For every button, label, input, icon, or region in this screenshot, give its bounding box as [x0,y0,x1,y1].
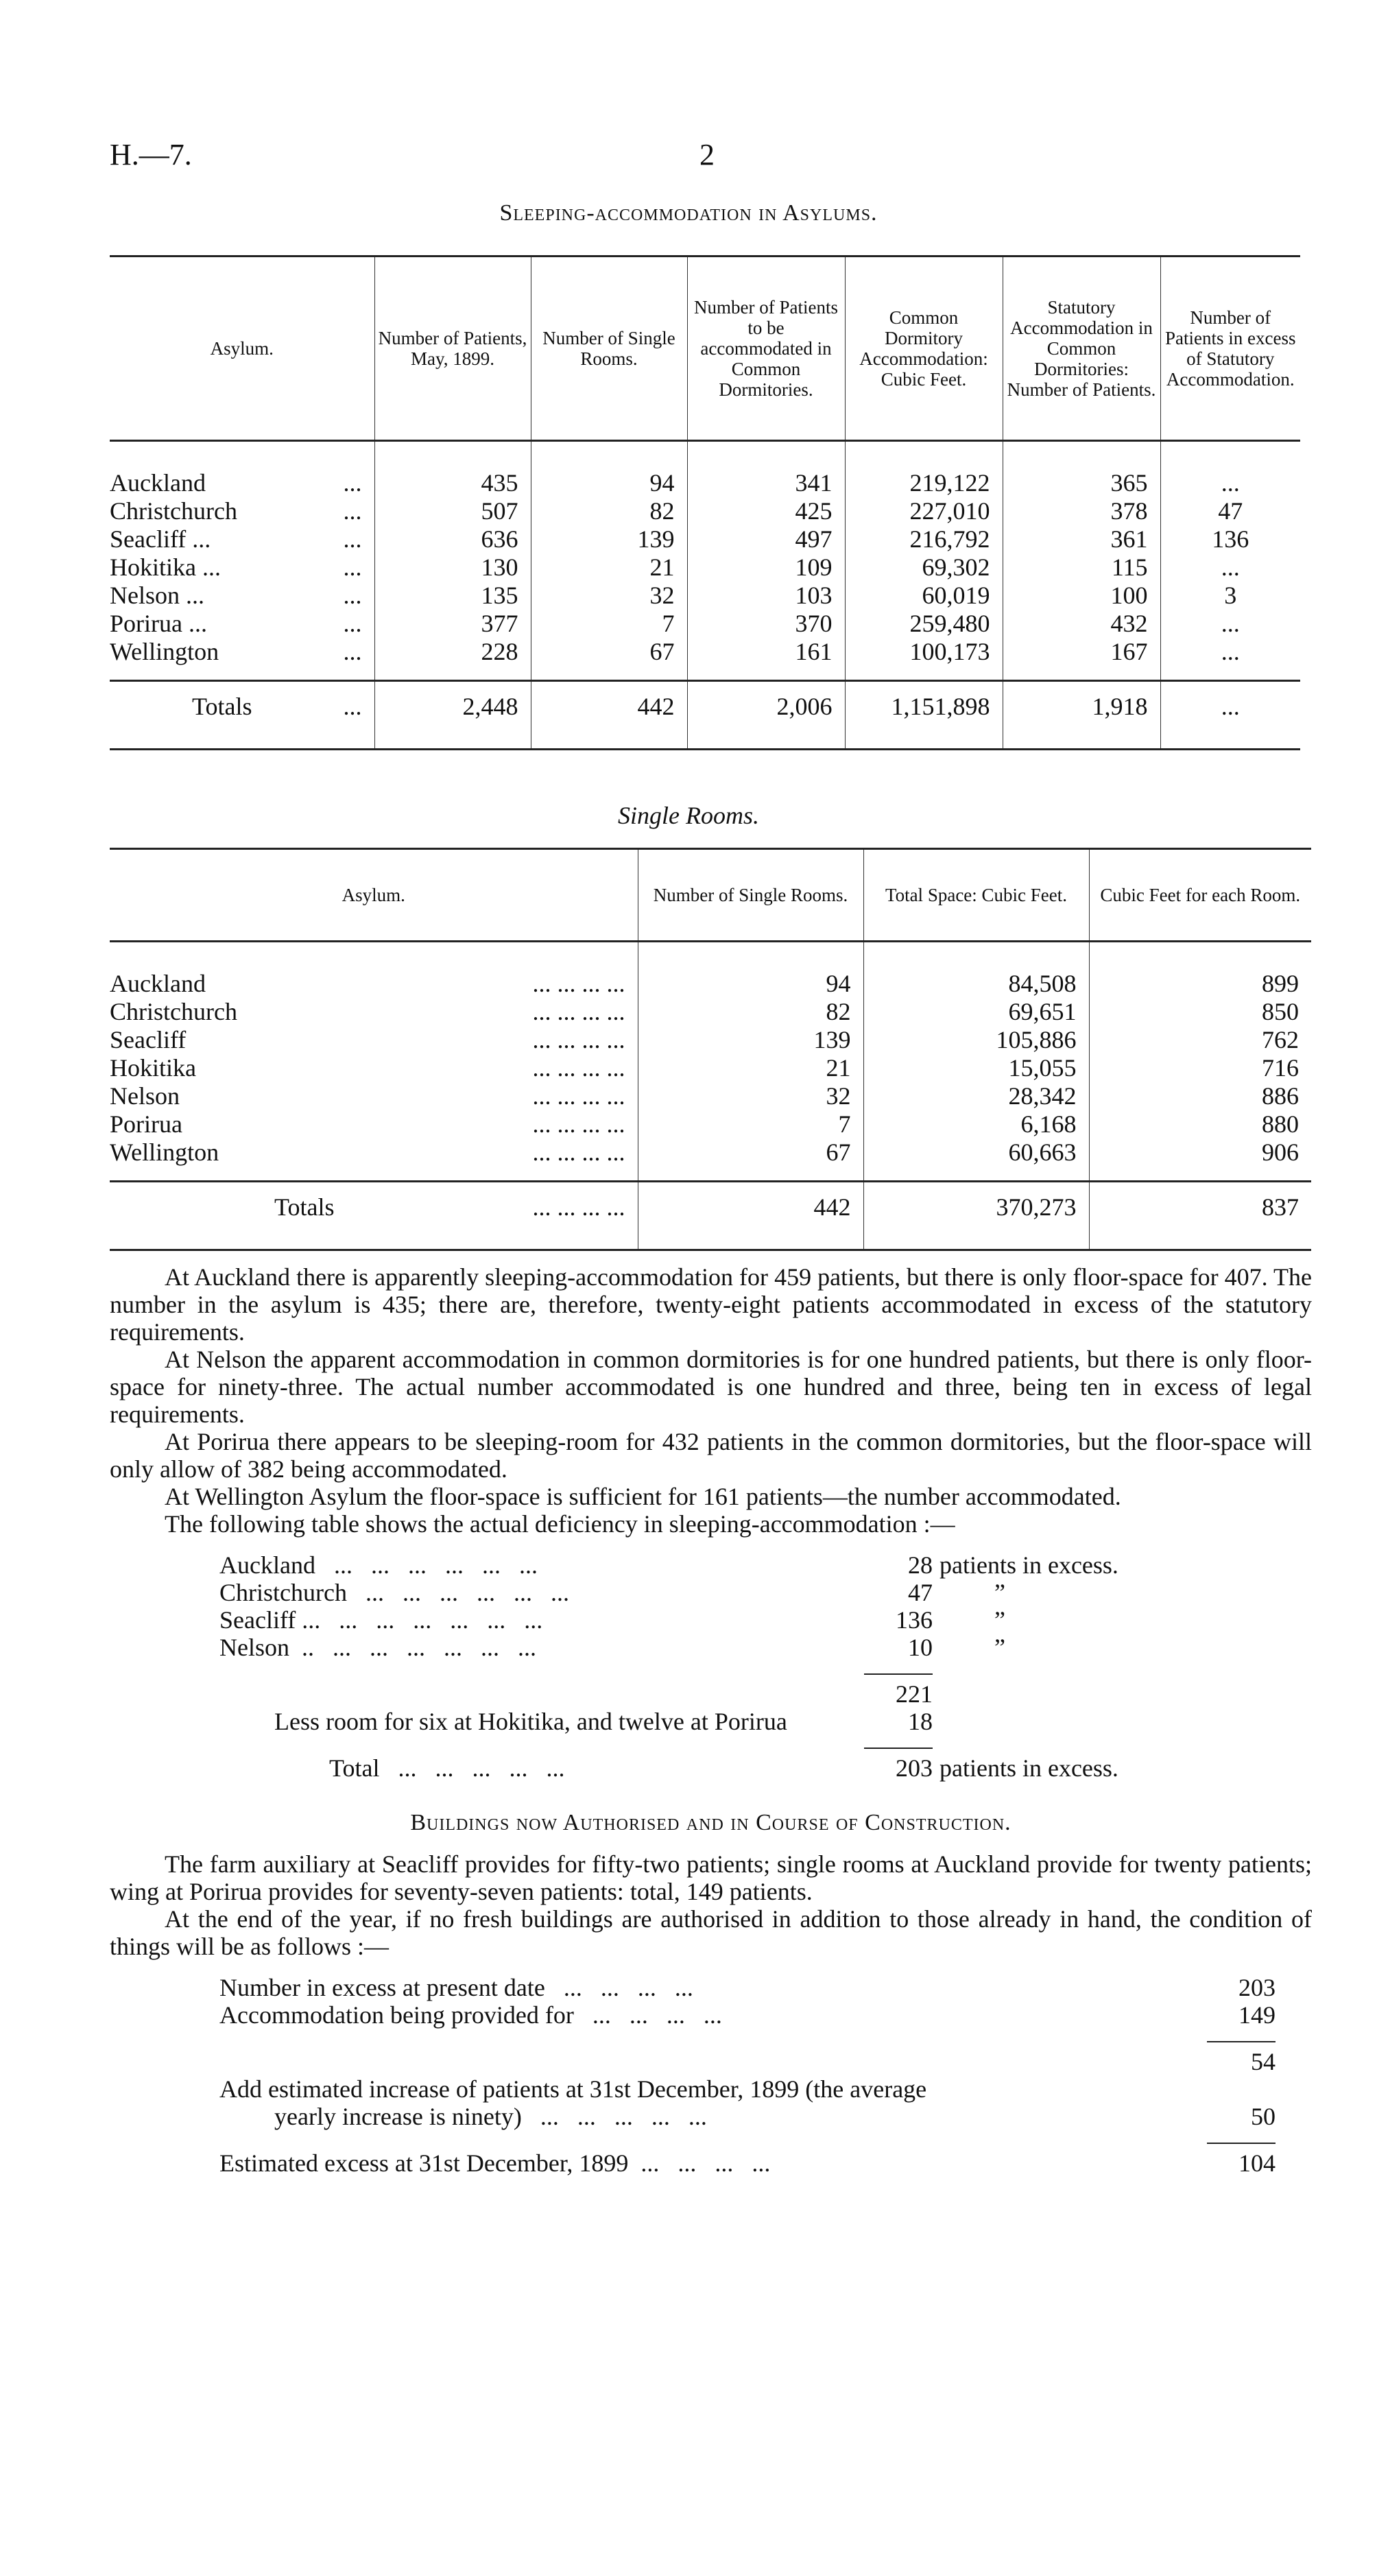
single-rooms-table [110,848,1311,1251]
leader-dots: ... [343,497,362,525]
table-cell [638,998,863,1026]
totals-label: Totals [274,1193,335,1221]
asylum-name: Porirua ... [110,610,207,637]
cell-value: 67 [826,1138,851,1166]
cell-value: 7 [662,610,675,637]
cell-value: 886 [1262,1082,1299,1110]
asylum-name: Auckland [110,970,206,997]
column-header: Asylum. [210,338,274,359]
total-suffix: patients in excess. [939,1754,1118,1782]
cell-value: 762 [1262,1026,1299,1053]
cell-value: 377 [481,610,518,637]
table-cell [1160,610,1300,638]
column-header: Total Space: Cubic Feet. [863,849,1089,942]
table-cell [1003,441,1160,498]
cell-value: 21 [649,553,675,581]
cell-value: 227,010 [909,497,990,525]
document-reference: H.—7. [110,138,192,171]
cell-value: 32 [649,582,675,609]
column-header: Number of Single Rooms. [531,257,687,441]
table-cell [110,441,374,498]
row-value: 10 [908,1634,933,1661]
column-header: Number of Patients to be accommodated in Common Dormitories. [687,257,845,441]
table-cell [638,1026,863,1054]
totals-cell [1160,681,1300,750]
table-cell [531,525,687,553]
table-cell [1089,942,1311,999]
leader-dots: ... [343,638,362,665]
table-cell [110,582,374,610]
table-cell [1003,553,1160,582]
cell-value: 259,480 [909,610,990,637]
leader-dots: ... [343,469,362,497]
row-suffix: ” [994,1579,1005,1606]
table-cell [638,1110,863,1138]
cell-value: 341 [795,469,833,497]
cell-value: 435 [481,469,518,497]
totals-cell [863,1182,1089,1250]
cell-value: 103 [795,582,833,609]
column-header: Cubic Feet for each Room. [1089,849,1311,942]
add-label-cont: yearly increase is ninety) ... ... ... ... ... [274,2103,707,2130]
column-header: Statutory Accommodation in Common Dormitories: Number of Patients. [1003,257,1160,441]
paragraph: The following table shows the actual deficiency in sleeping-accommodation :— [165,1510,955,1538]
table-cell [1160,525,1300,553]
column-header: Number of Patients, May, 1899. [374,257,531,441]
leader-dots: ... ... ... ... [532,1082,625,1110]
table-cell [687,441,845,498]
cell-value: 115 [1111,553,1148,581]
column-header: Asylum. [342,885,405,905]
cell-value: 7 [838,1110,851,1138]
table-cell [531,553,687,582]
body-text [110,1263,1312,2177]
row-value: 28 [908,1551,933,1579]
table-row [110,553,1300,582]
cell-value: 167 [1110,638,1148,665]
column-header: Number of Patients in excess of Statutory Accommodation. [1160,257,1300,441]
table-cell [1003,525,1160,553]
asylum-name: Christchurch [110,497,237,525]
table-cell [1160,582,1300,610]
table-row [110,497,1300,525]
totals-cell [1003,681,1160,750]
cell-value: 84,508 [1008,970,1077,997]
cell-value: 899 [1262,970,1299,997]
table-cell [531,497,687,525]
subtotal-value: 54 [1251,2048,1276,2075]
table-row [110,441,1300,498]
column-header: Number of Single Rooms. [638,849,863,942]
asylum-name: Nelson [110,1082,180,1110]
cell-value: 32 [826,1082,851,1110]
table-cell [638,942,863,999]
cell-value: ... [1221,610,1240,637]
deficiency-subtotal: 221 [896,1680,933,1708]
row-suffix: ” [994,1606,1005,1634]
paragraph: At Nelson the apparent accommodation in common dormitories is for one hundred patients, but there is only floor-space for ninety-three. The actual number accommodated is one hundred and three, being ten in excess of legal requirements. [110,1346,1312,1428]
cell-value: 370,273 [996,1193,1077,1221]
table-cell [110,638,374,681]
cell-value: 507 [481,497,518,525]
cell-value: 3 [1224,582,1237,609]
cell-value: 82 [649,497,675,525]
asylum-name: Wellington [110,1138,219,1166]
deficiency-list [219,1551,1312,1782]
table-cell [110,553,374,582]
table-cell [1089,1138,1311,1182]
cell-value: 442 [637,693,675,720]
totals-label: Totals [192,693,252,720]
column-header: Common Dormitory Accommodation: Cubic Feet. [845,257,1003,441]
table-cell [687,582,845,610]
cell-value: 361 [1110,525,1148,553]
totals-cell [687,681,845,750]
cell-value: 100,173 [909,638,990,665]
cell-value: 94 [649,469,675,497]
cell-value: 28,342 [1008,1082,1077,1110]
cell-value: 135 [481,582,518,609]
cell-value: 100 [1110,582,1148,609]
table2-title: Single Rooms. [618,802,759,829]
table-cell [863,1138,1089,1182]
cell-value: 60,019 [922,582,990,609]
table-row [110,1026,1311,1054]
table-cell [687,525,845,553]
leader-dots: ... [343,582,362,609]
table-cell [110,998,638,1026]
row-value: 203 [1238,1974,1276,2001]
table-cell [687,497,845,525]
table-cell [638,1138,863,1182]
table-cell [531,638,687,681]
leader-dots: ... [343,610,362,637]
cell-value: 880 [1262,1110,1299,1138]
cell-value: 219,122 [909,469,990,497]
deficiency-row [219,1579,1312,1606]
leader-dots: ... [343,525,362,553]
table-cell [374,525,531,553]
table-row [110,1054,1311,1082]
rule [1207,2143,1276,2144]
row-label: Seacliff ... ... ... ... ... ... ... [219,1606,543,1634]
rule [1207,2041,1276,2042]
asylum-name: Seacliff ... [110,525,211,553]
table-cell [687,610,845,638]
leader-dots: ... ... ... ... [532,1110,625,1138]
row-label: Christchurch ... ... ... ... ... ... [219,1579,569,1606]
cell-value: 425 [795,497,833,525]
cell-value: 228 [481,638,518,665]
less-label: Less room for six at Hokitika, and twelve at Porirua [274,1708,787,1735]
estimate-label: Estimated excess at 31st December, 1899 ... ... ... ... [219,2149,771,2177]
paragraph: At Porirua there appears to be sleeping-room for 432 patients in the common dormitories, but the floor-space will only allow of 382 being accommodated. [110,1428,1312,1483]
paragraph: At Wellington Asylum the floor-space is sufficient for 161 patients—the number accommodated. [165,1483,1121,1510]
cell-value: 69,302 [922,553,990,581]
table1-title: Sleeping-accommodation in Asylums. [499,200,878,226]
cell-value: 94 [826,970,851,997]
table-row [110,998,1311,1026]
leader-dots: ... ... ... ... [532,970,625,997]
table-cell [1089,1026,1311,1054]
table-cell [845,638,1003,681]
deficiency-row [219,1551,1312,1579]
cell-value: 6,168 [1020,1110,1077,1138]
cell-value: 67 [649,638,675,665]
row-suffix: patients in excess. [939,1551,1118,1579]
table-cell [110,497,374,525]
rule [864,1748,933,1749]
page-number: 2 [699,138,715,171]
asylum-name: Seacliff [110,1026,187,1053]
table-cell [687,553,845,582]
table-cell [845,441,1003,498]
asylum-name: Auckland [110,469,206,497]
table-cell [374,638,531,681]
row-label: Accommodation being provided for ... ... ... ... [219,2001,722,2029]
cell-value: 837 [1262,1193,1299,1221]
cell-value: ... [1221,693,1240,720]
totals-cell [638,1182,863,1250]
paragraph: At the end of the year, if no fresh buildings are authorised in addition to those already in hand, the condition of things will be as follows :— [110,1905,1312,1960]
cell-value: 497 [795,525,833,553]
asylum-name: Nelson ... [110,582,204,609]
table-cell [374,553,531,582]
cell-value: 21 [826,1054,851,1082]
table-cell [1160,497,1300,525]
table-cell [531,441,687,498]
table-cell [845,553,1003,582]
less-value: 18 [908,1708,933,1735]
table-cell [110,1082,638,1110]
table-cell [1003,497,1160,525]
cell-value: 1,151,898 [891,693,990,720]
totals-cell [374,681,531,750]
cell-value: 69,651 [1008,998,1077,1025]
table-cell [374,610,531,638]
cell-value: ... [1221,553,1240,581]
table-cell [110,1110,638,1138]
asylum-name: Hokitika [110,1054,196,1082]
table-cell [1089,1054,1311,1082]
leader-dots: ... [343,693,362,720]
paragraph: The farm auxiliary at Seacliff provides for fifty-two patients; single rooms at Auckland provide for twenty patients; wing at Porirua provides for seventy-seven patients: total, 149 patients. [110,1850,1312,1905]
cell-value: 442 [813,1193,851,1221]
cell-value: 139 [637,525,675,553]
row-value: 149 [1238,2001,1276,2029]
table-cell [110,610,374,638]
table-cell [638,1082,863,1110]
table-cell [845,582,1003,610]
row-value: 136 [896,1606,933,1634]
cell-value: ... [1221,469,1240,497]
table-row [110,610,1300,638]
table-cell [687,638,845,681]
add-label: Add estimated increase of patients at 31st December, 1899 (the average [219,2075,927,2103]
table-cell [863,1082,1089,1110]
table-cell [110,525,374,553]
cell-value: 130 [481,553,518,581]
table-cell [110,942,638,999]
totals-cell [110,681,374,750]
table-cell [1160,638,1300,681]
table-row [110,1138,1311,1182]
asylum-name: Hokitika ... [110,553,221,581]
table-cell [863,1026,1089,1054]
total-label: Total ... ... ... ... ... [329,1754,565,1782]
cell-value: 139 [813,1026,851,1053]
cell-value: 216,792 [909,525,990,553]
table-cell [1160,553,1300,582]
table-cell [863,1110,1089,1138]
leader-dots: ... ... ... ... [532,1193,625,1221]
totals-cell [531,681,687,750]
leader-dots: ... [343,553,362,581]
section2-title: Buildings now Authorised and in Course of Construction. [410,1810,1011,1835]
table-cell [638,1054,863,1082]
deficiency-row [219,1606,1312,1634]
table-cell [863,1054,1089,1082]
cell-value: 850 [1262,998,1299,1025]
total-value: 203 [896,1754,933,1782]
cell-value: 161 [795,638,833,665]
table-cell [531,582,687,610]
cell-value: 15,055 [1008,1054,1077,1082]
table-row [110,1110,1311,1138]
leader-dots: ... ... ... ... [532,1026,625,1053]
cell-value: 1,918 [1092,693,1148,720]
totals-row [110,681,1300,750]
cell-value: 47 [1218,497,1243,525]
cell-value: 378 [1110,497,1148,525]
cell-value: 370 [795,610,833,637]
totals-cell [1089,1182,1311,1250]
table-cell [374,582,531,610]
table-cell [1089,998,1311,1026]
table-row [110,525,1300,553]
table-cell [1089,1082,1311,1110]
table-cell [531,610,687,638]
rule [864,1673,933,1675]
table-cell [110,1054,638,1082]
cell-value: 2,448 [462,693,518,720]
cell-value: 109 [795,553,833,581]
leader-dots: ... ... ... ... [532,1054,625,1082]
sleeping-accommodation-table [110,255,1300,750]
cell-value: 2,006 [776,693,833,720]
table-cell [863,942,1089,999]
paragraph: At Auckland there is apparently sleeping-accommodation for 459 patients, but there is only floor-space for 407. The number in the asylum is 435; there are, therefore, twenty-eight patients accommodated in excess of the statutory requirements. [110,1263,1312,1346]
leader-dots: ... ... ... ... [532,1138,625,1166]
row-label: Number in excess at present date ... ... ... ... [219,1974,693,2001]
row-value: 47 [908,1579,933,1606]
leader-dots: ... ... ... ... [532,998,625,1025]
add-value: 50 [1251,2103,1276,2130]
cell-value: 60,663 [1008,1138,1077,1166]
table-cell [1160,441,1300,498]
totals-cell [845,681,1003,750]
table-cell [1089,1110,1311,1138]
table-cell [1003,638,1160,681]
table-cell [845,497,1003,525]
table-cell [1003,610,1160,638]
table-row [110,942,1311,999]
cell-value: 82 [826,998,851,1025]
row-suffix: ” [994,1634,1005,1661]
table-row [110,638,1300,681]
asylum-name: Porirua [110,1110,182,1138]
deficiency-row [219,1634,1312,1661]
table-cell [374,441,531,498]
table-cell [110,1026,638,1054]
table-row [110,1082,1311,1110]
totals-cell [110,1182,638,1250]
projection-list [219,1974,1312,2177]
cell-value: 716 [1262,1054,1299,1082]
row-label: Nelson .. ... ... ... ... ... ... [219,1634,536,1661]
cell-value: 906 [1262,1138,1299,1166]
asylum-name: Christchurch [110,998,237,1025]
cell-value: 432 [1110,610,1148,637]
table-cell [1003,582,1160,610]
table-cell [863,998,1089,1026]
cell-value: 105,886 [996,1026,1077,1053]
cell-value: 365 [1110,469,1148,497]
table-row [110,582,1300,610]
row-label: Auckland ... ... ... ... ... ... [219,1551,538,1579]
cell-value: ... [1221,638,1240,665]
table-cell [110,1138,638,1182]
totals-row [110,1182,1311,1250]
cell-value: 636 [481,525,518,553]
estimate-value: 104 [1238,2149,1276,2177]
table-cell [845,525,1003,553]
cell-value: 136 [1212,525,1249,553]
asylum-name: Wellington [110,638,219,665]
table-cell [374,497,531,525]
table-cell [845,610,1003,638]
